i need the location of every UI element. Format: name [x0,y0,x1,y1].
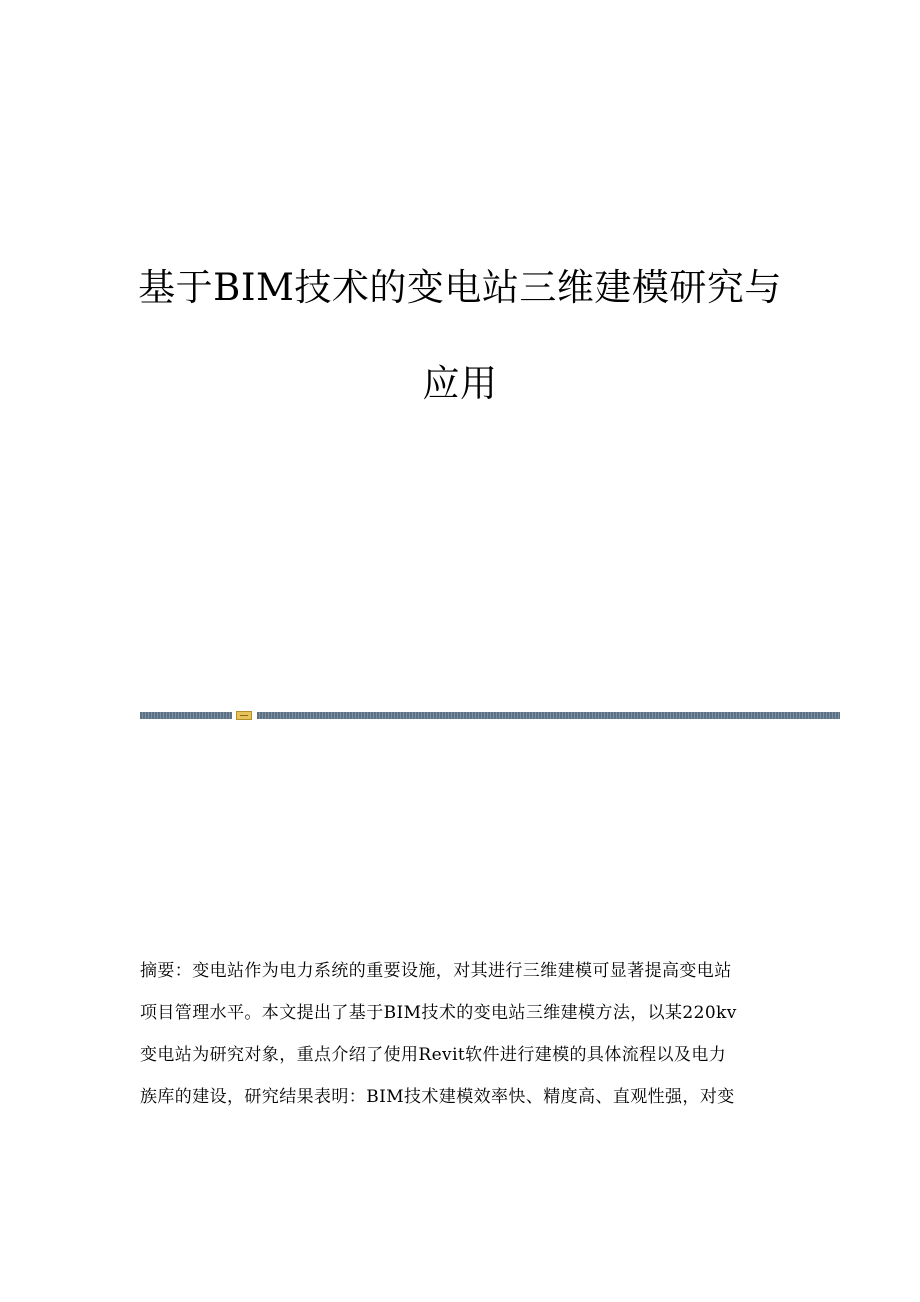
divider-ornament-icon [236,711,252,720]
abstract-line-1: 摘要：变电站作为电力系统的重要设施，对其进行三维建模可显著提高变电站 [140,961,732,981]
section-divider [140,711,840,720]
abstract-line-3: 变电站为研究对象，重点介绍了使用Revit软件进行建模的具体流程以及电力 [140,1045,727,1065]
abstract-line-2: 项目管理水平。本文提出了基于BIM技术的变电站三维建模方法，以某220kv [140,1003,737,1023]
divider-bar-left [140,712,232,719]
abstract-line-4: 族库的建设，研究结果表明：BIM技术建模效率快、精度高、直观性强，对变 [140,1087,735,1107]
document-title-line-2: 应用 [422,362,498,405]
abstract-paragraph [140,950,780,1118]
divider-bar-right [257,712,840,719]
document-title-line-1: 基于BIM技术的变电站三维建模研究与 [138,266,782,309]
